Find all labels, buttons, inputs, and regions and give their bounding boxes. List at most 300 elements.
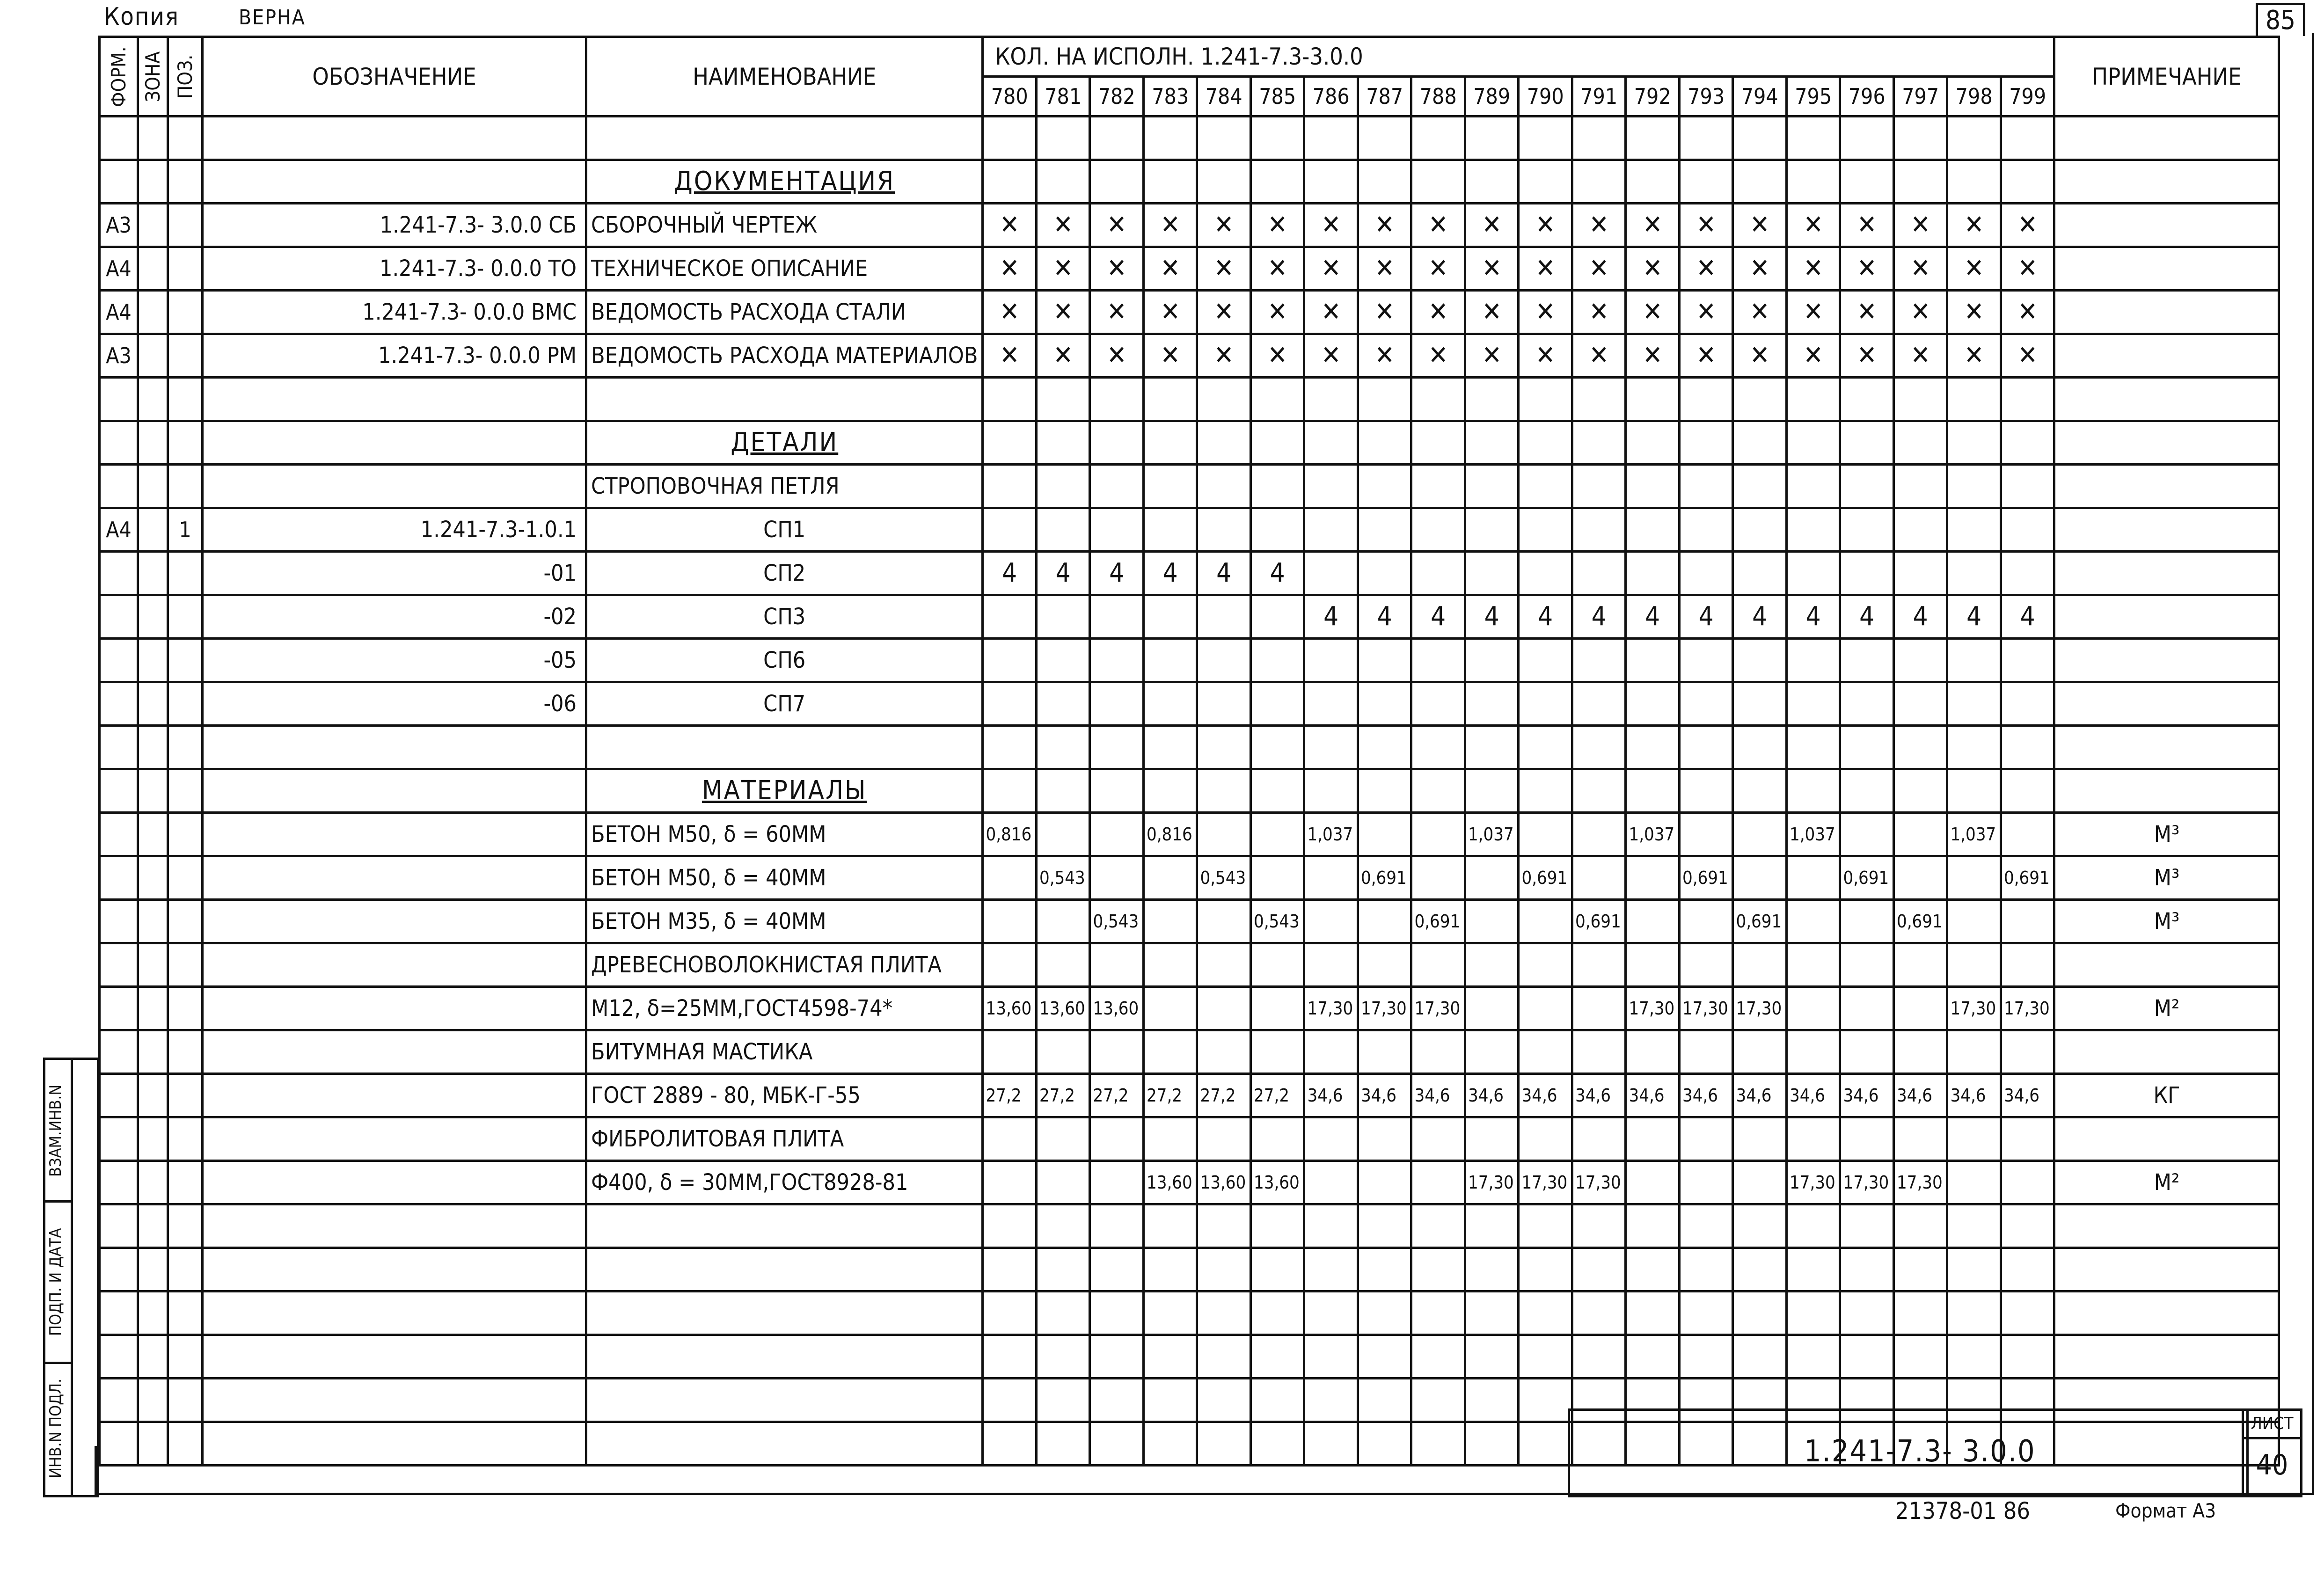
- cell-qty: [983, 1161, 1037, 1204]
- cell-zone: [138, 421, 168, 465]
- cell-qty: [983, 1291, 1037, 1335]
- cell-qty: [1358, 682, 1411, 726]
- cell-qty: 27,2: [983, 1074, 1037, 1117]
- cell-qty: [1358, 639, 1411, 682]
- cell-qty: [1090, 813, 1144, 856]
- cell-qty: [1036, 1422, 1090, 1466]
- cell-qty: [1947, 1161, 2001, 1204]
- cell-zone: [138, 682, 168, 726]
- cell-qty: [1143, 1291, 1197, 1335]
- cell-form: [100, 1422, 138, 1466]
- cell-zone: [138, 813, 168, 856]
- table-row: [100, 160, 2279, 204]
- cell-qty: [983, 900, 1037, 943]
- cell-qty: [1197, 813, 1251, 856]
- cell-qty: [1733, 813, 1787, 856]
- cell-qty: [1626, 508, 1680, 552]
- cell-qty: 27,2: [1090, 1074, 1144, 1117]
- stamp-vzam-inv: ВЗАМ.ИНВ.N: [46, 1084, 65, 1177]
- cell-qty: ✕: [1411, 247, 1465, 291]
- cell-qty: [1465, 552, 1519, 595]
- cell-form: [100, 1074, 138, 1117]
- cell-qty: ✕: [1893, 247, 1947, 291]
- cell-pos: [168, 204, 203, 247]
- cell-qty: [1733, 1291, 1787, 1335]
- cell-qty: [1947, 943, 2001, 987]
- cell-qty: ✕: [1465, 247, 1519, 291]
- cell-qty: [1840, 1204, 1894, 1248]
- cell-zone: [138, 160, 168, 204]
- cell-note: [2054, 1204, 2279, 1248]
- cell-qty: [1197, 769, 1251, 813]
- cell-qty: [1786, 1204, 1840, 1248]
- cell-pos: [168, 682, 203, 726]
- cell-qty: [1304, 508, 1358, 552]
- cell-note: [2054, 1248, 2279, 1291]
- cell-qty: [1465, 1117, 1519, 1161]
- table-row: [100, 900, 2279, 943]
- cell-qty: [1733, 1204, 1787, 1248]
- cell-qty: [1679, 1161, 1733, 1204]
- cell-qty: [1090, 117, 1144, 160]
- cell-qty: [983, 943, 1037, 987]
- cell-qty: [983, 117, 1037, 160]
- table-row: [100, 1030, 2279, 1074]
- cell-qty: 0,691: [1679, 856, 1733, 900]
- cell-qty: [1626, 1335, 1680, 1379]
- cell-qty: 0,691: [1893, 900, 1947, 943]
- cell-qty: [1143, 1117, 1197, 1161]
- cell-qty: [1679, 465, 1733, 508]
- cell-pos: [168, 1074, 203, 1117]
- cell-qty: ✕: [1947, 334, 2001, 378]
- cell-zone: [138, 508, 168, 552]
- cell-qty: [1572, 682, 1626, 726]
- cell-qty: [1733, 1248, 1787, 1291]
- cell-zone: [138, 1161, 168, 1204]
- cell-designation: [203, 378, 586, 421]
- cell-qty: ✕: [1036, 204, 1090, 247]
- cell-qty: [983, 1335, 1037, 1379]
- cell-form: [100, 1117, 138, 1161]
- cell-note: [2054, 1030, 2279, 1074]
- cell-qty: [1250, 465, 1304, 508]
- cell-qty: ✕: [1679, 291, 1733, 334]
- cell-designation: 1.241-7.3-1.0.1: [203, 508, 586, 552]
- cell-qty: [1626, 552, 1680, 595]
- cell-note: М³: [2054, 900, 2279, 943]
- cell-qty: ✕: [1572, 247, 1626, 291]
- cell-name: БЕТОН М50, δ = 60ММ: [586, 813, 983, 856]
- cell-designation: 1.241-7.3- 0.0.0 РМ: [203, 334, 586, 378]
- cell-qty: 17,30: [1947, 987, 2001, 1030]
- cell-qty: 0,543: [1036, 856, 1090, 900]
- table-row: [100, 595, 2279, 639]
- cell-qty: [1733, 508, 1787, 552]
- cell-qty: 17,30: [1786, 1161, 1840, 1204]
- cell-qty: ✕: [2001, 334, 2054, 378]
- cell-qty: [1519, 1030, 1572, 1074]
- cell-pos: [168, 1117, 203, 1161]
- cell-qty: ✕: [983, 334, 1037, 378]
- cell-qty: [1893, 160, 1947, 204]
- cell-qty: [1893, 987, 1947, 1030]
- cell-qty: [1572, 856, 1626, 900]
- cell-qty: ✕: [1358, 291, 1411, 334]
- cell-name: СП3: [586, 595, 983, 639]
- cell-zone: [138, 987, 168, 1030]
- cell-qty: [2001, 117, 2054, 160]
- cell-qty: ✕: [2001, 291, 2054, 334]
- cell-qty: [1572, 813, 1626, 856]
- cell-qty: 4: [1786, 595, 1840, 639]
- cell-qty: ✕: [1411, 334, 1465, 378]
- cell-note: [2054, 726, 2279, 769]
- variant-header: 796: [1840, 77, 1894, 117]
- cell-designation: -05: [203, 639, 586, 682]
- cell-qty: [1626, 900, 1680, 943]
- cell-qty: ✕: [1626, 247, 1680, 291]
- cell-qty: [1411, 1030, 1465, 1074]
- cell-qty: 27,2: [1036, 1074, 1090, 1117]
- cell-qty: [1250, 1379, 1304, 1422]
- cell-qty: [1572, 508, 1626, 552]
- cell-qty: ✕: [1250, 334, 1304, 378]
- variant-header: 790: [1519, 77, 1572, 117]
- cell-qty: [1947, 1204, 2001, 1248]
- cell-qty: 0,816: [1143, 813, 1197, 856]
- cell-qty: ✕: [1411, 291, 1465, 334]
- cell-qty: [1304, 1161, 1358, 1204]
- cell-qty: [1304, 421, 1358, 465]
- cell-qty: ✕: [2001, 247, 2054, 291]
- cell-qty: [983, 1379, 1037, 1422]
- cell-qty: [1143, 639, 1197, 682]
- cell-form: А4: [100, 508, 138, 552]
- cell-qty: [1036, 1335, 1090, 1379]
- cell-qty: 13,60: [983, 987, 1037, 1030]
- cell-qty: [1519, 117, 1572, 160]
- cell-qty: [1358, 1335, 1411, 1379]
- cell-qty: [1626, 1204, 1680, 1248]
- table-row: [100, 1291, 2279, 1335]
- variant-header: 784: [1197, 77, 1251, 117]
- cell-designation: [203, 1248, 586, 1291]
- cell-qty: [1143, 726, 1197, 769]
- table-row: [100, 1074, 2279, 1117]
- cell-qty: 34,6: [1840, 1074, 1894, 1117]
- cell-qty: [1090, 160, 1144, 204]
- cell-qty: [1626, 769, 1680, 813]
- table-row: [100, 769, 2279, 813]
- cell-qty: [1304, 1204, 1358, 1248]
- cell-qty: ✕: [1519, 204, 1572, 247]
- cell-qty: [1036, 769, 1090, 813]
- cell-form: [100, 682, 138, 726]
- cell-name: [586, 1248, 983, 1291]
- cell-qty: ✕: [1250, 204, 1304, 247]
- cell-qty: [1840, 987, 1894, 1030]
- cell-qty: [2001, 1117, 2054, 1161]
- cell-qty: [1679, 1204, 1733, 1248]
- cell-form: [100, 900, 138, 943]
- cell-qty: 0,816: [983, 813, 1037, 856]
- cell-qty: [1411, 1422, 1465, 1466]
- cell-qty: ✕: [1358, 334, 1411, 378]
- cell-qty: [1090, 943, 1144, 987]
- cell-qty: ✕: [1786, 204, 1840, 247]
- cell-qty: [1036, 682, 1090, 726]
- cell-qty: [1304, 1422, 1358, 1466]
- col-header-form: ФОРМ.: [100, 37, 138, 117]
- variant-header: 786: [1304, 77, 1358, 117]
- cell-qty: [1197, 160, 1251, 204]
- cell-pos: [168, 1030, 203, 1074]
- cell-qty: [1090, 421, 1144, 465]
- cell-qty: [1840, 421, 1894, 465]
- cell-qty: [1197, 595, 1251, 639]
- cell-qty: ✕: [1304, 204, 1358, 247]
- cell-qty: [1840, 1248, 1894, 1291]
- cell-qty: [1090, 1422, 1144, 1466]
- cell-qty: [983, 682, 1037, 726]
- cell-qty: [1358, 421, 1411, 465]
- cell-qty: [1250, 1291, 1304, 1335]
- cell-pos: [168, 247, 203, 291]
- cell-qty: [1786, 769, 1840, 813]
- stamp-podp-data: ПОДП. И ДАТА: [46, 1228, 65, 1336]
- cell-qty: ✕: [1572, 291, 1626, 334]
- cell-pos: [168, 160, 203, 204]
- cell-qty: [1358, 726, 1411, 769]
- cell-qty: [1572, 1204, 1626, 1248]
- cell-zone: [138, 378, 168, 421]
- cell-qty: [983, 1030, 1037, 1074]
- cell-qty: [1250, 726, 1304, 769]
- cell-qty: [1519, 813, 1572, 856]
- cell-qty: [1786, 987, 1840, 1030]
- cell-qty: [1519, 639, 1572, 682]
- cell-note: [2054, 943, 2279, 987]
- cell-form: А3: [100, 204, 138, 247]
- cell-name: [586, 1379, 983, 1422]
- cell-qty: [1626, 1030, 1680, 1074]
- cell-note: [2054, 639, 2279, 682]
- cell-form: [100, 378, 138, 421]
- cell-qty: 1,037: [1465, 813, 1519, 856]
- cell-qty: [1358, 1291, 1411, 1335]
- cell-designation: [203, 813, 586, 856]
- cell-qty: 27,2: [1143, 1074, 1197, 1117]
- cell-qty: [1572, 465, 1626, 508]
- cell-zone: [138, 552, 168, 595]
- cell-qty: [1036, 508, 1090, 552]
- cell-qty: 4: [2001, 595, 2054, 639]
- cell-qty: [1572, 639, 1626, 682]
- cell-qty: [983, 1422, 1037, 1466]
- cell-qty: 1,037: [1626, 813, 1680, 856]
- cell-qty: [1893, 769, 1947, 813]
- variant-header: 787: [1358, 77, 1411, 117]
- cell-designation: [203, 943, 586, 987]
- cell-qty: [1679, 769, 1733, 813]
- cell-qty: [1090, 1204, 1144, 1248]
- cell-qty: [1304, 1335, 1358, 1379]
- cell-qty: [1572, 160, 1626, 204]
- cell-note: [2054, 465, 2279, 508]
- cell-qty: [2001, 421, 2054, 465]
- cell-qty: [1197, 1204, 1251, 1248]
- right-frame-line: [2312, 33, 2314, 1493]
- format-label: Формат А3: [2115, 1499, 2216, 1522]
- cell-qty: [1465, 1291, 1519, 1335]
- left-stamp: [43, 1058, 99, 1497]
- cell-note: [2054, 291, 2279, 334]
- cell-name: БЕТОН М50, δ = 40ММ: [586, 856, 983, 900]
- cell-pos: [168, 1422, 203, 1466]
- cell-qty: ✕: [1733, 291, 1787, 334]
- cell-qty: [1465, 378, 1519, 421]
- cell-qty: [1893, 1291, 1947, 1335]
- cell-qty: [1465, 508, 1519, 552]
- cell-qty: [1947, 1291, 2001, 1335]
- cell-qty: [2001, 160, 2054, 204]
- cell-qty: ✕: [1304, 247, 1358, 291]
- cell-note: [2054, 334, 2279, 378]
- cell-qty: [1733, 160, 1787, 204]
- cell-qty: ✕: [1626, 204, 1680, 247]
- cell-qty: [1358, 378, 1411, 421]
- cell-qty: [1840, 1335, 1894, 1379]
- cell-designation: [203, 1074, 586, 1117]
- cell-qty: [1733, 1117, 1787, 1161]
- cell-qty: [1626, 1161, 1680, 1204]
- cell-qty: [1090, 1030, 1144, 1074]
- cell-qty: [1840, 682, 1894, 726]
- cell-qty: [1679, 1291, 1733, 1335]
- cell-zone: [138, 943, 168, 987]
- cell-qty: [1143, 421, 1197, 465]
- cell-qty: [1626, 421, 1680, 465]
- cell-qty: [1411, 117, 1465, 160]
- variant-header: 780: [983, 77, 1037, 117]
- cell-pos: [168, 117, 203, 160]
- cell-form: [100, 160, 138, 204]
- cell-qty: 4: [1090, 552, 1144, 595]
- cell-qty: [1733, 378, 1787, 421]
- cell-qty: ✕: [1197, 334, 1251, 378]
- variant-header: 791: [1572, 77, 1626, 117]
- col-header-note: ПРИМЕЧАНИЕ: [2054, 37, 2279, 117]
- cell-qty: [1036, 1161, 1090, 1204]
- cell-qty: [1358, 769, 1411, 813]
- cell-designation: [203, 1335, 586, 1379]
- cell-qty: [1840, 769, 1894, 813]
- cell-qty: [2001, 726, 2054, 769]
- cell-qty: ✕: [1197, 247, 1251, 291]
- cell-qty: [1197, 639, 1251, 682]
- cell-qty: [1250, 769, 1304, 813]
- cell-note: М³: [2054, 813, 2279, 856]
- variant-header: 788: [1411, 77, 1465, 117]
- table-row: [100, 247, 2279, 291]
- cell-qty: [1197, 726, 1251, 769]
- col-header-designation: ОБОЗНАЧЕНИЕ: [203, 37, 586, 117]
- cell-qty: 34,6: [2001, 1074, 2054, 1117]
- cell-qty: [1786, 1248, 1840, 1291]
- cell-qty: [1733, 856, 1787, 900]
- cell-qty: 4: [1358, 595, 1411, 639]
- cell-qty: [1411, 1248, 1465, 1291]
- cell-qty: [1304, 682, 1358, 726]
- cell-form: [100, 1248, 138, 1291]
- cell-qty: ✕: [1090, 291, 1144, 334]
- cell-qty: [2001, 508, 2054, 552]
- cell-qty: [1840, 160, 1894, 204]
- cell-pos: [168, 813, 203, 856]
- cell-qty: [1519, 160, 1572, 204]
- cell-pos: [168, 1248, 203, 1291]
- cell-qty: [2001, 1030, 2054, 1074]
- cell-name: БИТУМНАЯ МАСТИКА: [586, 1030, 983, 1074]
- cell-qty: 0,691: [1519, 856, 1572, 900]
- cell-qty: [1786, 726, 1840, 769]
- cell-qty: [1250, 160, 1304, 204]
- cell-zone: [138, 595, 168, 639]
- variant-header: 799: [2001, 77, 2054, 117]
- cell-qty: [1143, 682, 1197, 726]
- cell-qty: [1197, 1291, 1251, 1335]
- cell-qty: [1947, 160, 2001, 204]
- cell-qty: [983, 595, 1037, 639]
- cell-qty: 17,30: [1465, 1161, 1519, 1204]
- cell-qty: [1733, 1161, 1787, 1204]
- cell-qty: [1572, 769, 1626, 813]
- cell-qty: [1572, 943, 1626, 987]
- cell-zone: [138, 247, 168, 291]
- cell-qty: [1786, 900, 1840, 943]
- cell-designation: [203, 465, 586, 508]
- variant-header: 781: [1036, 77, 1090, 117]
- cell-qty: [1519, 378, 1572, 421]
- cell-name: СП2: [586, 552, 983, 595]
- cell-qty: [1893, 813, 1947, 856]
- cell-qty: [1786, 465, 1840, 508]
- cell-qty: [1840, 639, 1894, 682]
- cell-qty: [1411, 552, 1465, 595]
- cell-qty: [1143, 160, 1197, 204]
- cell-qty: [1036, 595, 1090, 639]
- cell-qty: ✕: [1090, 204, 1144, 247]
- cell-name: [586, 1291, 983, 1335]
- cell-qty: [1893, 1030, 1947, 1074]
- cell-qty: [1036, 1291, 1090, 1335]
- cell-qty: [1090, 1117, 1144, 1161]
- cell-qty: [1786, 856, 1840, 900]
- cell-qty: [1304, 465, 1358, 508]
- cell-designation: [203, 1379, 586, 1422]
- cell-qty: [1197, 1422, 1251, 1466]
- cell-qty: [1893, 1204, 1947, 1248]
- cell-qty: ✕: [1465, 204, 1519, 247]
- cell-name: [586, 1422, 983, 1466]
- cell-form: [100, 1291, 138, 1335]
- cell-qty: [1733, 726, 1787, 769]
- cell-qty: 13,60: [1090, 987, 1144, 1030]
- table-row: [100, 117, 2279, 160]
- cell-qty: [1250, 1248, 1304, 1291]
- cell-qty: 34,6: [1358, 1074, 1411, 1117]
